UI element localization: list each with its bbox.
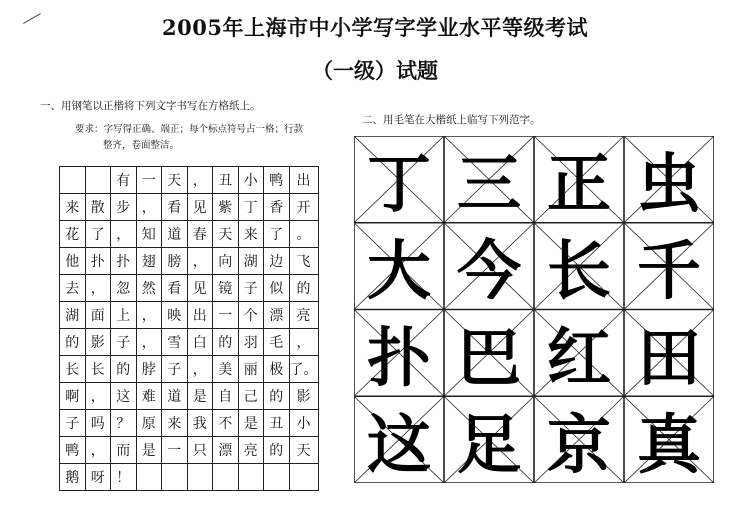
calligraphy-grid [354,136,714,483]
grid-cell: 子 [111,329,137,356]
grid-cell: 道 [162,383,188,410]
section1-heading: 一、用钢笔以正楷将下列文字书写在方格纸上。 [40,100,261,112]
practice-grid [59,166,319,491]
grid-cell: 个 [238,302,264,329]
grid-cell [60,167,86,194]
grid-cell: 香 [264,194,290,221]
grid-cell: 不 [213,410,239,437]
grid-cell: 一 [162,437,188,464]
grid-cell: 子 [60,410,86,437]
grid-cell: 子 [162,356,188,383]
model-character: 千 [637,234,701,310]
grid-cell: ， [187,248,213,275]
requirement-line-2: 整齐，卷面整洁。 [103,140,180,151]
grid-cell: 花 [60,221,86,248]
grid-cell: 亮 [238,437,264,464]
grid-cell: 忽 [111,275,137,302]
grid-cell: 呀 [85,464,111,491]
model-character: 红 [547,320,611,396]
grid-cell: 丑 [264,410,290,437]
grid-cell: 上 [111,302,137,329]
grid-cell: 。 [289,221,318,248]
grid-cell: 一 [213,302,239,329]
grid-cell [187,464,213,491]
grid-cell: 是 [187,383,213,410]
model-character: 京 [547,407,611,483]
grid-cell: 美 [213,356,239,383]
grid-cell: 看 [162,275,188,302]
grid-cell: 鸭 [264,167,290,194]
grid-cell: ， [136,302,162,329]
grid-cell: 己 [238,383,264,410]
grid-row [60,248,319,275]
model-character: 丁 [367,147,431,223]
grid-cell: 湖 [60,302,86,329]
grid-cell: 向 [213,248,239,275]
grid-cell: 知 [136,221,162,248]
grid-cell: ， [85,275,111,302]
grid-cell: 扑 [85,248,111,275]
grid-row [60,302,319,329]
grid-cell: 丽 [238,356,264,383]
grid-cell: 鹅 [60,464,86,491]
grid-cell: 极 [264,356,290,383]
grid-cell: 春 [187,221,213,248]
model-character: 真 [637,407,701,483]
model-character: 扑 [367,320,431,396]
grid-row [60,410,319,437]
grid-cell: ， [289,329,318,356]
grid-cell: ， [85,437,111,464]
grid-row [60,194,319,221]
grid-cell: 啊 [60,383,86,410]
grid-cell: 的 [264,437,290,464]
model-character: 虫 [637,147,701,223]
grid-cell: 影 [85,329,111,356]
grid-cell: 亮 [289,302,318,329]
grid-cell: 似 [264,275,290,302]
grid-cell: 这 [111,383,137,410]
grid-cell: 见 [187,194,213,221]
grid-cell: 白 [187,329,213,356]
grid-cell: 出 [187,302,213,329]
grid-cell: 然 [136,275,162,302]
grid-cell: 扑 [111,248,137,275]
grid-cell [162,464,188,491]
grid-cell: 鸭 [60,437,86,464]
grid-cell: 难 [136,383,162,410]
grid-cell: 小 [238,167,264,194]
grid-cell: ， [187,356,213,383]
grid-cell: 他 [60,248,86,275]
grid-cell: ， [136,194,162,221]
grid-cell: 的 [213,329,239,356]
grid-cell: 了。 [289,356,318,383]
requirements [75,122,325,154]
grid-cell: 去 [60,275,86,302]
grid-cell: 毛 [264,329,290,356]
grid-cell: 散 [85,194,111,221]
grid-cell [289,464,318,491]
grid-cell: 的 [60,329,86,356]
model-character: 足 [457,407,521,483]
grid-cell: ， [187,167,213,194]
model-character: 大 [367,234,431,310]
grid-cell: 道 [162,221,188,248]
model-character: 田 [637,320,701,396]
grid-cell: 是 [136,437,162,464]
grid-cell [264,464,290,491]
grid-cell: ！ [111,464,137,491]
grid-cell: 步 [111,194,137,221]
grid-cell: 来 [238,221,264,248]
grid-cell: 吗 [85,410,111,437]
grid-cell: 面 [85,302,111,329]
grid-cell [238,464,264,491]
grid-cell: 看 [162,194,188,221]
grid-cell: 漂 [213,437,239,464]
grid-cell: ， [85,383,111,410]
model-character: 巴 [457,320,521,396]
grid-cell: 的 [264,383,290,410]
grid-cell: 天 [162,167,188,194]
grid-row [60,329,319,356]
grid-cell [85,167,111,194]
exam-title: 2005年上海市中小学写字学业水平等级考试 [162,15,588,40]
grid-cell: 长 [60,356,86,383]
grid-cell: 有 [111,167,137,194]
model-character: 正 [547,147,611,223]
grid-row [60,275,319,302]
grid-cell: ， [136,329,162,356]
grid-cell: 膀 [162,248,188,275]
grid-cell: 长 [85,356,111,383]
grid-cell: 原 [136,410,162,437]
grid-cell: 翅 [136,248,162,275]
grid-cell: 我 [187,410,213,437]
grid-cell: 一 [136,167,162,194]
grid-cell: ？ [111,410,137,437]
grid-cell: 漂 [264,302,290,329]
grid-cell: 子 [238,275,264,302]
exam-subtitle: （一级）试题 [312,58,438,83]
grid-row [60,464,319,491]
grid-cell: 自 [213,383,239,410]
grid-cell: 镜 [213,275,239,302]
grid-cell: 天 [289,437,318,464]
grid-cell: 飞 [289,248,318,275]
grid-cell: 开 [289,194,318,221]
grid-cell: 紫 [213,194,239,221]
grid-row [60,167,319,194]
model-character: 三 [457,147,521,223]
grid-cell: 的 [111,356,137,383]
grid-row [60,221,319,248]
grid-cell: 丁 [238,194,264,221]
requirement-line-1: 要求：字写得正确、端正；每个标点符号占一格；行款 [75,124,304,135]
model-character: 长 [547,234,611,310]
grid-cell: 出 [289,167,318,194]
grid-cell: 是 [238,410,264,437]
grid-row [60,356,319,383]
grid-cell: 来 [60,194,86,221]
grid-cell: 边 [264,248,290,275]
model-character: 今 [457,234,521,310]
grid-cell: 映 [162,302,188,329]
grid-cell: 湖 [238,248,264,275]
grid-cell: 羽 [238,329,264,356]
grid-cell: 了 [264,221,290,248]
grid-cell: 来 [162,410,188,437]
grid-cell: 脖 [136,356,162,383]
grid-row [60,437,319,464]
grid-cell: 只 [187,437,213,464]
grid-cell: 了 [85,221,111,248]
grid-row [60,383,319,410]
grid-cell [136,464,162,491]
grid-cell [213,464,239,491]
grid-cell: 小 [289,410,318,437]
grid-cell: ， [111,221,137,248]
section2-heading: 二、用毛笔在大楷纸上临写下列范字。 [362,114,541,126]
grid-cell: 见 [187,275,213,302]
grid-cell: 而 [111,437,137,464]
grid-cell: 的 [289,275,318,302]
model-character: 这 [367,407,431,483]
grid-cell: 丑 [213,167,239,194]
grid-cell: 影 [289,383,318,410]
grid-cell: 天 [213,221,239,248]
grid-cell: 雪 [162,329,188,356]
